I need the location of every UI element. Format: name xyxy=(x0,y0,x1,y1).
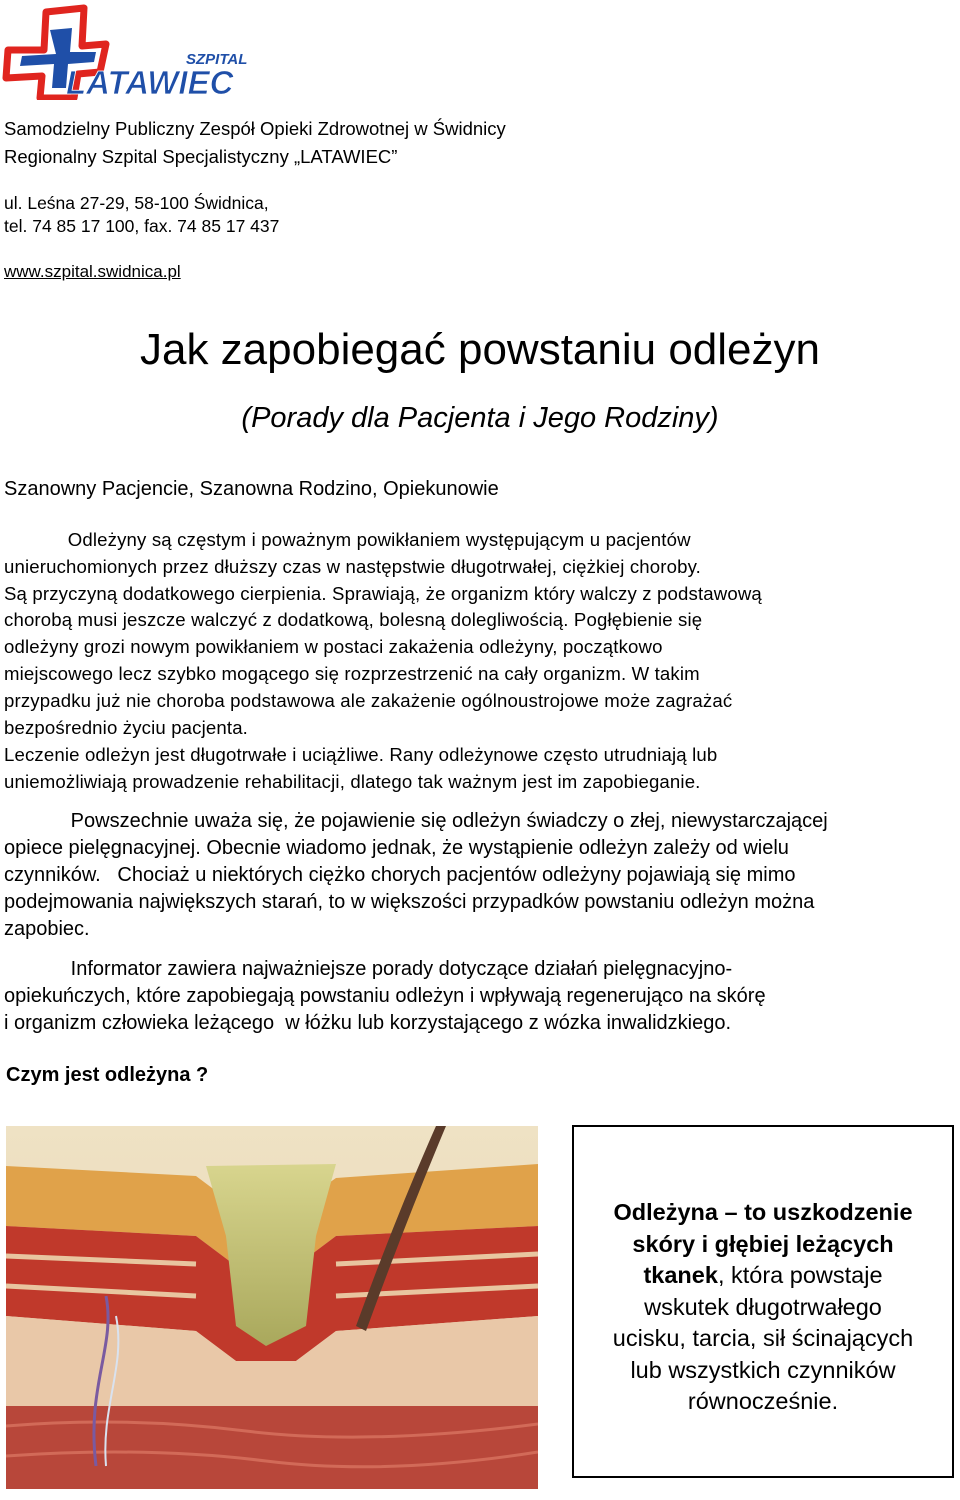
paragraph-line: Odleżyny są częstym i poważnym powikłaniem występującym u pacjentów xyxy=(4,529,691,550)
paragraph-line: opiece pielęgnacyjnej. Obecnie wiadomo jednak, że wystąpienie odleżyn zależy od wielu xyxy=(4,837,789,859)
page-title: Jak zapobiegać powstaniu odleżyn xyxy=(139,325,820,374)
definition-line6: lub wszystkich czynników xyxy=(630,1356,896,1383)
logo-top-text: SZPITAL xyxy=(186,51,248,68)
paragraph-line: uniemożliwiają prowadzenie rehabilitacji, dlatego tak ważnym jest im zapobieganie. xyxy=(4,771,701,792)
definition-bold-line2: skóry i głębiej leżących xyxy=(632,1230,894,1257)
website-link[interactable]: www.szpital.swidnica.pl xyxy=(4,262,181,281)
definition-bold-line1: Odleżyna – to uszkodzenie xyxy=(613,1199,913,1225)
logo-main-text: LATAWIEC xyxy=(66,64,234,100)
page-subtitle: (Porady dla Pacjenta i Jego Rodziny) xyxy=(241,402,719,434)
org-name-line1: Samodzielny Publiczny Zespół Opieki Zdrowotnej w Świdnicy xyxy=(4,118,506,139)
paragraph-line: Powszechnie uważa się, że pojawienie się odleżyn świadczy o złej, niewystarczającej xyxy=(4,810,828,832)
definition-text xyxy=(574,1197,952,1418)
phone-fax: tel. 74 85 17 100, fax. 74 85 17 437 xyxy=(4,216,280,236)
org-name-line2: Regionalny Szpital Specjalistyczny „LATAWIEC” xyxy=(4,146,398,167)
paragraph-line: bezpośrednio życiu pacjenta. xyxy=(4,717,249,738)
definition-line7: równocześnie. xyxy=(687,1388,839,1414)
address: ul. Leśna 27-29, 58-100 Świdnica, xyxy=(4,193,269,213)
definition-line5: ucisku, tarcia, sił ścinających xyxy=(612,1325,914,1351)
paragraph-line: Są przyczyną dodatkowego cierpienia. Sprawiają, że organizm który walczy z podstawową xyxy=(4,583,762,604)
definition-line4: wskutek długotrwałego xyxy=(644,1293,882,1320)
skin-cross-section-illustration xyxy=(6,1126,538,1489)
definition-bold-line3: tkanek xyxy=(643,1262,718,1288)
paragraph-line: unieruchomionych przez dłuższy czas w następstwie długotrwałej, ciężkiej choroby. xyxy=(4,556,701,577)
paragraph-line: odleżyny grozi nowym powikłaniem w postaci zakażenia odleżyny, początkowo xyxy=(4,636,663,657)
paragraph-line: chorobą musi jeszcze walczyć z dodatkową, bolesną dolegliwością. Pogłębienie się xyxy=(4,609,703,630)
paragraph-line: podejmowania największych starań, to w większości przypadków powstaniu odleżyn można xyxy=(4,891,815,913)
paragraph-line: i organizm człowieka leżącego w łóżku lub korzystającego z wózka inwalidzkiego. xyxy=(4,1012,732,1034)
definition-line3-rest: , która powstaje xyxy=(717,1262,883,1288)
paragraph-line: Leczenie odleżyn jest długotrwałe i uciążliwe. Rany odleżynowe często utrudniają lub xyxy=(4,744,718,765)
paragraph-line: Informator zawiera najważniejsze porady dotyczące działań pielęgnacyjno- xyxy=(4,958,733,980)
paragraph-line: przypadku już nie choroba podstawowa ale zakażenie ogólnoustrojowe może zagrażać xyxy=(4,690,733,711)
paragraph-line: opiekuńczych, które zapobiegają powstaniu odleżyn i wpływają regenerująco na skórę xyxy=(4,985,766,1007)
section-heading: Czym jest odleżyna ? xyxy=(6,1064,209,1086)
paragraph-line: zapobiec. xyxy=(4,918,90,940)
paragraph-line: miejscowego lecz szybko mogącego się rozprzestrzenić na cały organizm. W takim xyxy=(4,663,700,684)
hospital-logo xyxy=(0,0,270,100)
definition-box xyxy=(572,1125,954,1478)
paragraph-line: czynników. Chociaż u niektórych ciężko chorych pacjentów odleżyny pojawiają się mimo xyxy=(4,864,796,886)
greeting: Szanowny Pacjencie, Szanowna Rodzino, Opiekunowie xyxy=(4,478,499,500)
